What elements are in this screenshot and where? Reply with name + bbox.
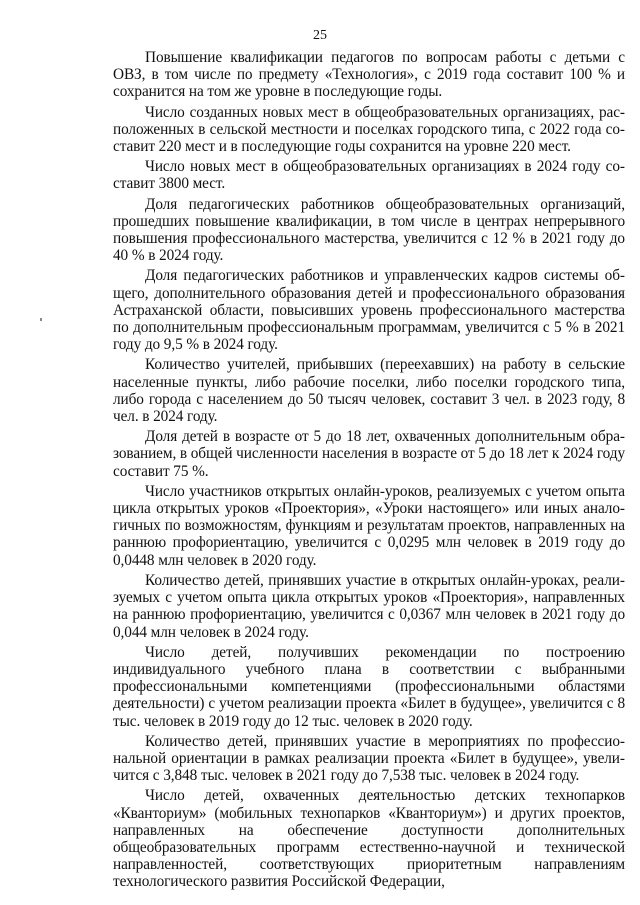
paragraph-additional-education-share: Доля детей в возрасте от 5 до 18 лет, охваченных дополнительным образованием, в общей численности населения в возрасте от 5 до 18 лет к 2024 году составит 75 %. — [113, 428, 625, 480]
paragraph-rural-school-places: Число созданных новых мест в общеобразовательных организациях, расположенных в сельской местности и поселках городского типа, с 2022 года составит 220 мест и в последующие годы сохранится на уровне 220 мест. — [113, 103, 625, 156]
paragraph-online-lessons-participants: Число участников открытых онлайн-уроков, реализуемых с учетом опыта цикла открытых уроков «Проектория», «Уроки настоящего» или иных аналогичных по возможностям, функциям и результатам проектов, направленных на раннюю профориентацию, увеличится с 0,0295 млн человек в 2019 году до 0,0448 млн человек в 2020 году. — [113, 482, 625, 569]
paragraph-online-lessons-children: Количество детей, принявших участие в открытых онлайн-уроках, реализуемых с учетом опыта цикла открытых уроков «Проектория», направленных на раннюю профориентацию, увеличится с 0,0367 млн человек в 2021 году до 0,044 млн человек в 2024 году. — [113, 571, 625, 641]
page-number: 25 — [313, 28, 327, 43]
paragraph-quantorium-children: Число детей, охваченных деятельностью детских технопарков «Кванториум» (мобильных технопарков «Кванториум») и других проектов, направленных на обеспечение доступности дополнительных общеобразовательных программ естественно-научной и технической направленностей, соответствующих приоритетным направлениям технологического развития Российской Федерации, — [113, 787, 625, 891]
paragraph-teacher-qualification-share: Доля педагогических работников общеобразовательных организаций, прошедших повышение квалификации, в том числе в центрах непрерывного повышения профессионального мастерства, увеличится с 12 % в 2021 году до 40 % в 2024 году. — [113, 195, 625, 265]
paragraph-management-staff-share: Доля педагогических работников и управленческих кадров системы общего, дополнительного образования детей и профессионального образования Астраханской области, повысивших уровень профессионального мастерства по дополнительным профессиональным программам, увеличится с 5 % в 2021 году до 9,5 % в 2024 году. — [113, 267, 625, 354]
paragraph-rural-teachers-count: Количество учителей, прибывших (переехавших) на работу в сельские населенные пункты, либо рабочие поселки, либо поселки городского типа, либо города с населением до 50 тысяч человек, составит 3 чел. в 2023 году, 8 чел. в 2024 году. — [113, 356, 625, 426]
scan-artifact-mark — [40, 318, 42, 321]
paragraph-individual-study-plan: Число детей, получивших рекомендации по построению индивидуального учебного плана в соответствии с выбранными профессиональными компетенциями (профессиональными областями деятельности) с учетом реализации проекта «Билет в будущее», увеличится с 8 тыс. человек в 2019 году до 12 тыс. человек в 2020 году. — [113, 643, 625, 730]
paragraph-ovz-teacher-training: Повышение квалификации педагогов по вопросам работы с детьми с ОВЗ, в том числе по предмету «Технология», с 2019 года составит 100 % и сохранится на том же уровне в последующие годы. — [113, 49, 625, 101]
document-body — [113, 49, 625, 894]
paragraph-career-guidance-events: Количество детей, принявших участие в мероприятиях по профессиональной ориентации в рамках реализации проекта «Билет в будущее», увеличится с 3,848 тыс. человек в 2021 году до 7,538 тыс. человек в 2024 году. — [113, 732, 625, 785]
paragraph-new-school-places: Число новых мест в общеобразовательных организациях в 2024 году составит 3800 мест. — [113, 158, 625, 193]
